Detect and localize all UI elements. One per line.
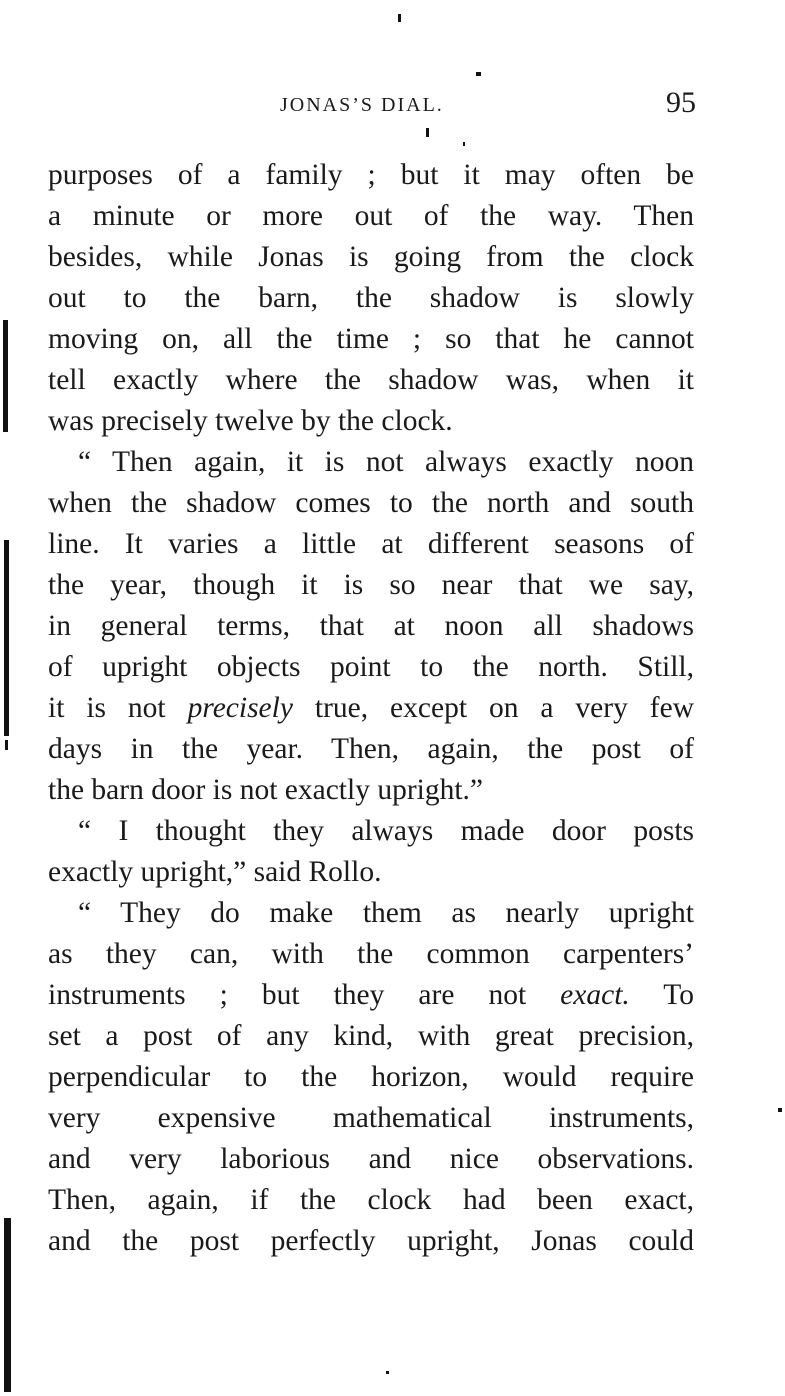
text-line: and very laborious and nice observations. xyxy=(48,1143,694,1175)
text-line: was precisely twelve by the clock. xyxy=(48,405,453,437)
binding-shadow xyxy=(5,740,8,750)
text-line: the barn door is not exactly upright.” xyxy=(48,774,484,806)
binding-shadow xyxy=(4,540,9,736)
text-line: when the shadow comes to the north and south xyxy=(48,487,694,519)
text-line: tell exactly where the shadow was, when it xyxy=(48,364,694,396)
binding-shadow xyxy=(3,320,8,432)
text-line xyxy=(48,975,694,1016)
text-run: it is not xyxy=(48,692,188,724)
text-line: purposes of a family ; but it may often be xyxy=(48,159,694,191)
text-line: Then, again, if the clock had been exact, xyxy=(48,1184,694,1216)
running-head xyxy=(48,86,696,126)
text-line: “ They do make them as nearly upright xyxy=(78,897,694,929)
scan-speck xyxy=(476,72,481,76)
scan-speck xyxy=(778,1108,782,1112)
text-line: in general terms, that at noon all shadows xyxy=(48,610,694,642)
text-line: the year, though it is so near that we say, xyxy=(48,569,694,601)
text-line: of upright objects point to the north. Still, xyxy=(48,651,694,683)
text-line: “ Then again, it is not always exactly noon xyxy=(78,446,694,478)
body-text xyxy=(48,155,694,1262)
text-line: “ I thought they always made door posts xyxy=(78,815,694,847)
text-run: true, except on a very few xyxy=(292,692,694,724)
scan-speck xyxy=(386,1371,389,1374)
text-line: and the post perfectly upright, Jonas could xyxy=(48,1225,694,1257)
text-line: line. It varies a little at different seasons of xyxy=(48,528,694,560)
text-line: moving on, all the time ; so that he cannot xyxy=(48,323,694,355)
text-line: a minute or more out of the way. Then xyxy=(48,200,694,232)
text-line: besides, while Jonas is going from the clock xyxy=(48,241,694,273)
binding-shadow xyxy=(4,1218,11,1392)
italic-word: precisely xyxy=(187,692,293,724)
text-run: To xyxy=(629,979,694,1011)
page-number: 95 xyxy=(666,86,696,119)
text-line: perpendicular to the horizon, would require xyxy=(48,1061,694,1093)
text-line: as they can, with the common carpenters’ xyxy=(48,938,694,970)
scan-speck xyxy=(463,142,465,146)
scan-speck xyxy=(426,128,429,137)
scan-speck xyxy=(398,14,401,22)
text-line: exactly upright,” said Rollo. xyxy=(48,856,382,888)
text-line: days in the year. Then, again, the post of xyxy=(48,733,694,765)
text-line: very expensive mathematical instruments, xyxy=(48,1102,694,1134)
text-line xyxy=(48,688,694,729)
text-line: set a post of any kind, with great precision, xyxy=(48,1020,694,1052)
text-run: instruments ; but they are not xyxy=(48,979,561,1011)
text-line: out to the barn, the shadow is slowly xyxy=(48,282,694,314)
italic-word: exact. xyxy=(560,979,630,1011)
running-title: JONAS’S DIAL. xyxy=(280,94,444,116)
